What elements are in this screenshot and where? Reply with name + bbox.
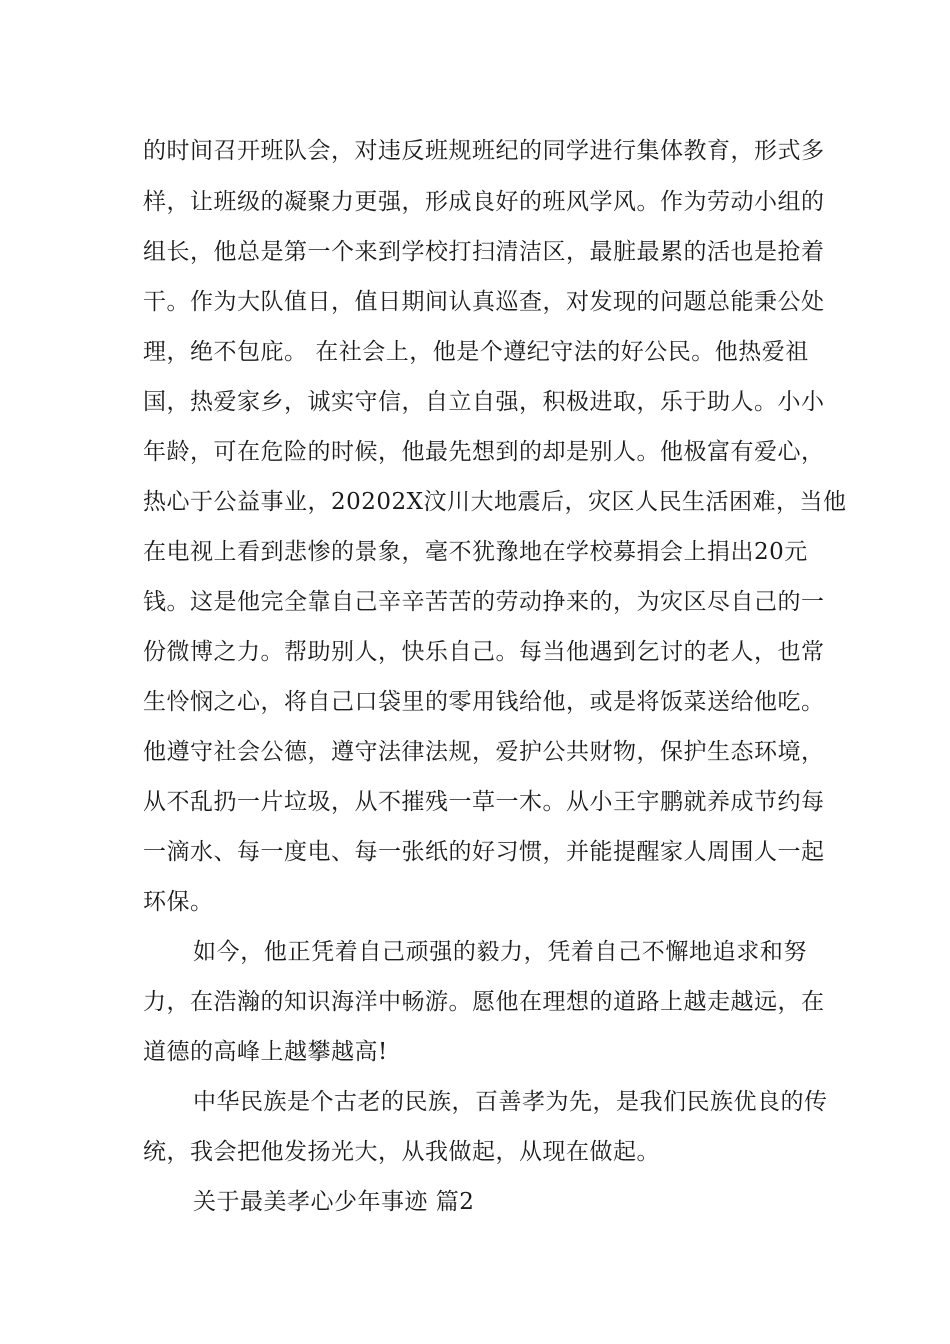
body-text-line: 干。作为大队值日，值日期间认真巡查，对发现的问题总能秉公处 (143, 289, 825, 315)
body-text-line: 年龄，可在危险的时候，他最先想到的却是别人。他极富有爱心， (143, 439, 825, 465)
body-text-line: 钱。这是他完全靠自己辛辛苦苦的劳动挣来的，为灾区尽自己的一 (143, 589, 825, 615)
body-text-line: 统，我会把他发扬光大，从我做起，从现在做起。 (143, 1139, 660, 1165)
body-text-line: 的时间召开班队会，对违反班规班纪的同学进行集体教育，形式多 (143, 138, 825, 164)
body-text-line: 力，在浩瀚的知识海洋中畅游。愿他在理想的道路上越走越远，在 (143, 989, 825, 1015)
body-text-line: 组长，他总是第一个来到学校打扫清洁区，最脏最累的活也是抢着 (143, 239, 825, 265)
body-text-line: 生怜悯之心，将自己口袋里的零用钱给他，或是将饭菜送给他吃。 (143, 689, 825, 715)
section-heading: 关于最美孝心少年事迹 篇2 (193, 1189, 475, 1215)
body-text-line: 他遵守社会公德，遵守法律法规，爱护公共财物，保护生态环境， (143, 739, 825, 765)
paragraph-first-line: 中华民族是个古老的民族，百善孝为先，是我们民族优良的传 (193, 1089, 828, 1115)
body-text-line: 一滴水、每一度电、每一张纸的好习惯，并能提醒家人周围人一起 (143, 839, 825, 865)
body-text-line: 道德的高峰上越攀越高! (143, 1039, 388, 1065)
body-text-line: 从不乱扔一片垃圾，从不摧残一草一木。从小王宇鹏就养成节约每 (143, 789, 825, 815)
body-text-line: 国，热爱家乡，诚实守信，自立自强，积极进取，乐于助人。小小 (143, 389, 825, 415)
body-text-line: 在电视上看到悲惨的景象，毫不犹豫地在学校募捐会上捐出20元 (143, 539, 808, 565)
body-text-line: 样，让班级的凝聚力更强，形成良好的班风学风。作为劳动小组的 (143, 189, 825, 215)
body-text-line: 份微博之力。帮助别人，快乐自己。每当他遇到乞讨的老人，也常 (143, 639, 825, 665)
body-text-line: 环保。 (143, 889, 214, 915)
body-text-line: 热心于公益事业，20202X汶川大地震后，灾区人民生活困难，当他 (143, 489, 847, 515)
body-text-line: 理，绝不包庇。 在社会上，他是个遵纪守法的好公民。他热爱祖 (143, 339, 809, 365)
paragraph-first-line: 如今，他正凭着自己顽强的毅力，凭着自己不懈地追求和努 (193, 939, 807, 965)
